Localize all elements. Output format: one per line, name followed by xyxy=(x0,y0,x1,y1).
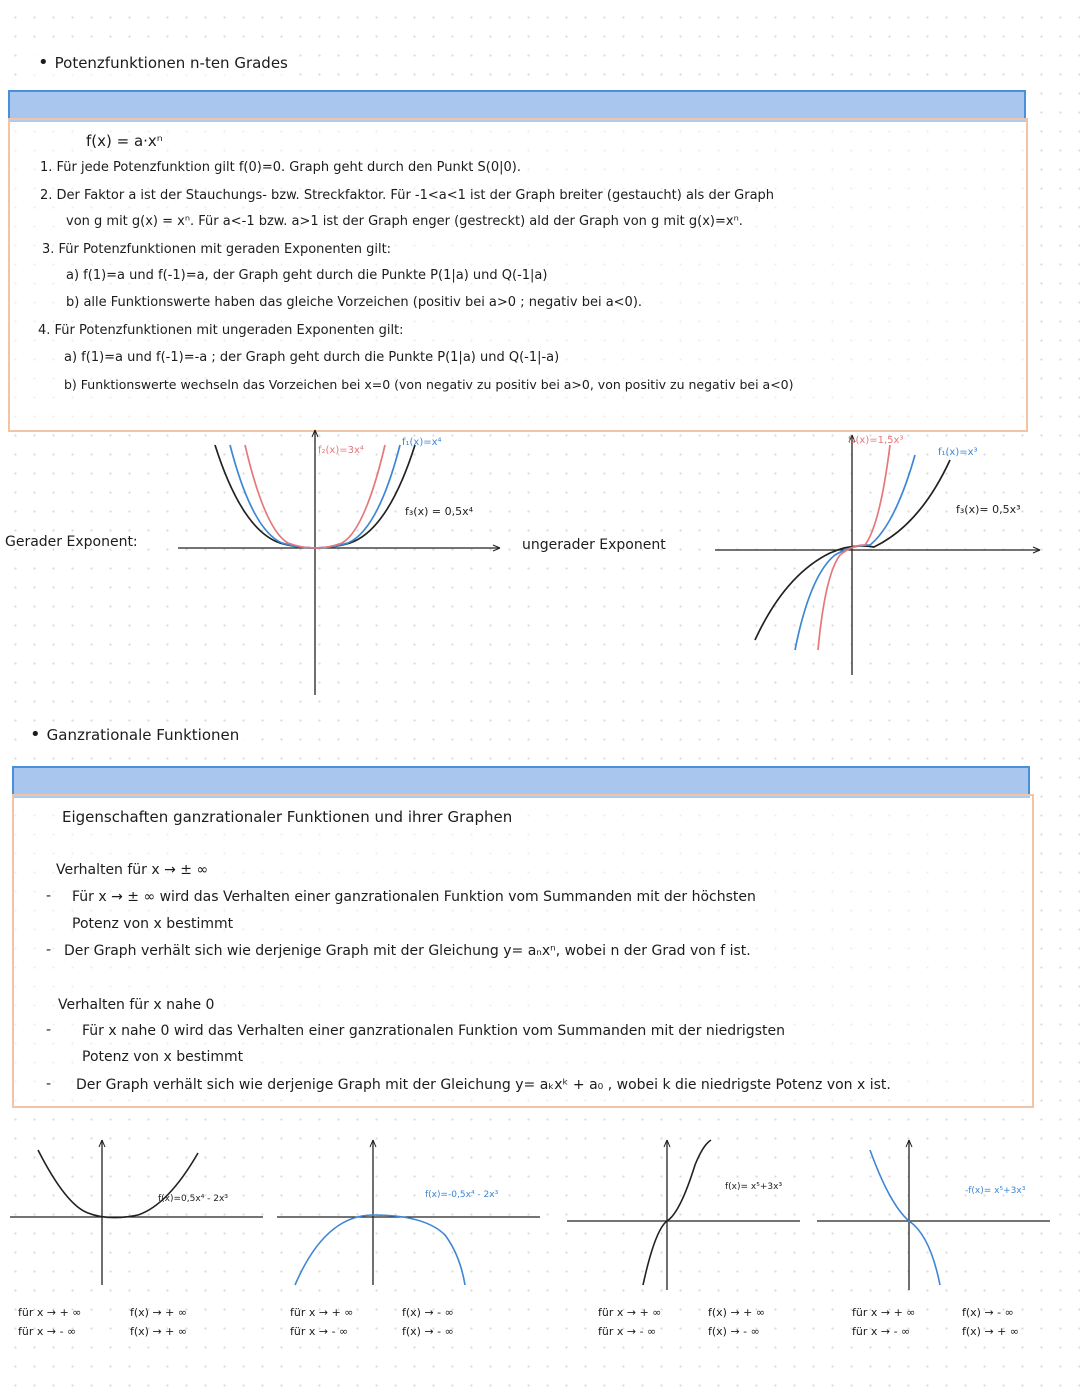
ex4-row2-right: f(x) → + ∞ xyxy=(962,1325,1020,1338)
curve-1-5x3 xyxy=(818,445,890,650)
rule-3a: a) f(1)=a und f(-1)=a, der Graph geht durch die Punkte P(1|a) und Q(-1|a) xyxy=(66,268,548,283)
rule-2-cont: von g mit g(x) = xⁿ. Für a<-1 bzw. a>1 ist der Graph enger (gestreckt) ald der Graph von g mit g(x)=xⁿ. xyxy=(66,214,743,229)
ex2-row2-left: für x → - ∞ xyxy=(290,1325,349,1338)
zero-line-3: Der Graph verhält sich wie derjenige Graph mit der Gleichung y= aₖxᵏ + a₀ , wobei k die niedrigste Potenz von x ist. xyxy=(76,1077,891,1093)
ex4-row1-left: für x → + ∞ xyxy=(852,1306,916,1319)
example-graph-4 xyxy=(815,1135,1055,1295)
ex3-row2-left: für x → - ∞ xyxy=(598,1325,657,1338)
power-formula: f(x) = a·xⁿ xyxy=(86,132,163,150)
label-1-5x3: f₂(x)=1,5x³ xyxy=(848,435,904,446)
zero-line-2: Potenz von x bestimmt xyxy=(82,1049,244,1065)
inf-heading: Verhalten für x → ± ∞ xyxy=(56,862,209,878)
dash-icon: - xyxy=(46,1076,52,1092)
label-3x4: f₂(x)=3x⁴ xyxy=(318,445,364,456)
inf-line-1: Für x → ± ∞ wird das Verhalten einer ganzrationalen Funktion vom Summanden mit der höchsten xyxy=(72,889,756,905)
ex2-row1-right: f(x) → - ∞ xyxy=(402,1306,454,1319)
rule-4a: a) f(1)=a und f(-1)=-a ; der Graph geht durch die Punkte P(1|a) und Q(-1|-a) xyxy=(64,350,560,365)
rule-4b: b) Funktionswerte wechseln das Vorzeichen bei x=0 (von negativ zu positiv bei a>0, von positiv zu negativ bei a<0) xyxy=(64,377,794,392)
ex3-row2-right: f(x) → - ∞ xyxy=(708,1325,760,1338)
ex3-row1-left: für x → + ∞ xyxy=(598,1306,662,1319)
ex4-row1-right: f(x) → - ∞ xyxy=(962,1306,1014,1319)
section-heading-ganzrational: • Ganzrationale Funktionen xyxy=(22,722,247,747)
label-x3: f₁(x)=x³ xyxy=(938,447,978,458)
ex1-row1-right: f(x) → + ∞ xyxy=(130,1306,188,1319)
ex2-row2-right: f(x) → - ∞ xyxy=(402,1325,454,1338)
example-label-2: f(x)=-0,5x⁴ - 2x³ xyxy=(425,1190,499,1200)
curve-x3 xyxy=(795,455,915,650)
example-curve-4 xyxy=(870,1150,940,1285)
example-graph-2 xyxy=(275,1135,545,1295)
rule-3: 3. Für Potenzfunktionen mit geraden Exponenten gilt: xyxy=(42,242,392,257)
even-exponent-graph xyxy=(170,425,510,705)
label-x4: f₁(x)=x⁴ xyxy=(402,437,442,448)
rule-4: 4. Für Potenzfunktionen mit ungeraden Exponenten gilt: xyxy=(38,323,404,338)
rule-3b: b) alle Funktionswerte haben das gleiche Vorzeichen (positiv bei a>0 ; negativ bei a<0). xyxy=(66,295,643,310)
example-graph-3 xyxy=(565,1135,805,1295)
example-label-4: -f(x)= x⁵+3x³ xyxy=(965,1186,1026,1196)
section2-subtitle: Eigenschaften ganzrationaler Funktionen und ihrer Graphen xyxy=(62,808,513,826)
rule-2: 2. Der Faktor a ist der Stauchungs- bzw. Streckfaktor. Für -1<a<1 ist der Graph breiter (gestaucht) als der Graph xyxy=(40,188,775,203)
ex2-row1-left: für x → + ∞ xyxy=(290,1306,354,1319)
example-curve-2 xyxy=(295,1215,465,1285)
label-0-5x3: f₃(x)= 0,5x³ xyxy=(956,503,1021,516)
example-label-1: f(x)=0,5x⁴ - 2x³ xyxy=(158,1194,228,1204)
label-0-5x4: f₃(x) = 0,5x⁴ xyxy=(405,505,473,518)
ex3-row1-right: f(x) → + ∞ xyxy=(708,1306,766,1319)
dash-icon: - xyxy=(46,1022,52,1038)
example-label-3: f(x)= x⁵+3x³ xyxy=(725,1182,783,1192)
ex1-row2-right: f(x) → + ∞ xyxy=(130,1325,188,1338)
example-curve-3 xyxy=(643,1140,711,1285)
bullet-icon: • xyxy=(38,52,49,73)
even-exponent-label: Gerader Exponent: xyxy=(5,534,138,550)
ex1-row1-left: für x → + ∞ xyxy=(18,1306,82,1319)
rule-1: 1. Für jede Potenzfunktion gilt f(0)=0. Graph geht durch den Punkt S(0|0). xyxy=(40,160,521,175)
ex1-row2-left: für x → - ∞ xyxy=(18,1325,77,1338)
zero-heading: Verhalten für x nahe 0 xyxy=(58,997,215,1013)
bullet-icon: • xyxy=(30,724,41,745)
example-curve-1 xyxy=(38,1150,198,1218)
example-graph-1 xyxy=(8,1135,268,1295)
section-heading-potenzfunktionen: • Potenzfunktionen n-ten Grades xyxy=(30,50,296,75)
zero-line-1: Für x nahe 0 wird das Verhalten einer ganzrationalen Funktion vom Summanden mit der niedrigsten xyxy=(82,1023,785,1039)
inf-line-3: Der Graph verhält sich wie derjenige Graph mit der Gleichung y= aₙxⁿ, wobei n der Grad von f ist. xyxy=(64,943,751,959)
dash-icon: - xyxy=(46,942,52,958)
ex4-row2-left: für x → - ∞ xyxy=(852,1325,911,1338)
odd-exponent-graph xyxy=(710,425,1050,685)
odd-exponent-label: ungerader Exponent xyxy=(522,537,666,553)
dash-icon: - xyxy=(46,888,52,904)
inf-line-2: Potenz von x bestimmt xyxy=(72,916,234,932)
